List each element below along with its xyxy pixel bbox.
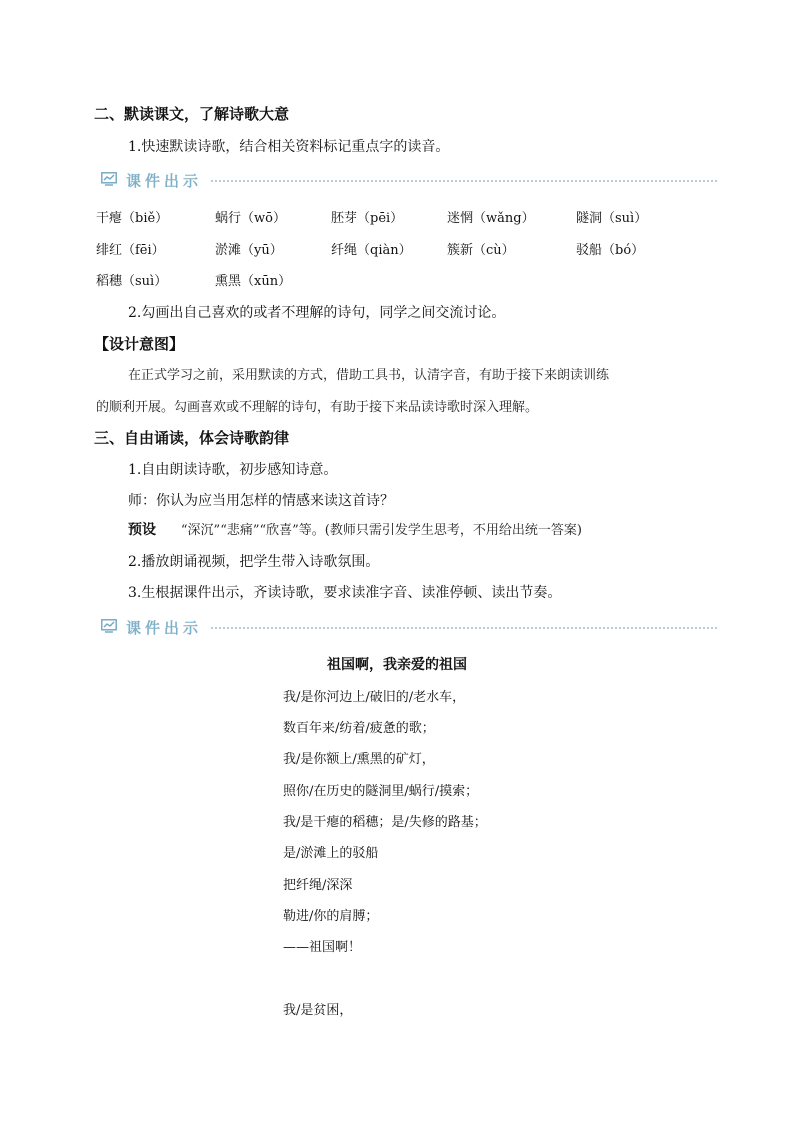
vocab-item: 绯红（fēi）	[96, 243, 165, 258]
vocab-item: 簇新（cù）	[447, 243, 515, 258]
dotted-divider	[211, 180, 717, 182]
design-intent-heading: 【设计意图】	[94, 335, 185, 353]
vocab-item: 胚芽（pēi）	[331, 211, 404, 226]
vocab-item: 蜗行（wō）	[215, 211, 286, 226]
chart-icon	[101, 619, 117, 633]
courseware-banner-1	[101, 170, 717, 190]
poem-line: ——祖国啊！	[283, 940, 362, 955]
vocab-item: 纤绳（qiàn）	[331, 243, 412, 258]
poem-title: 祖国啊，我亲爱的祖国	[327, 657, 467, 673]
vocab-item: 淤滩（yū）	[215, 243, 283, 258]
vocab-item: 迷惘（wǎng）	[447, 211, 535, 226]
poem-line: 我/是干瘪的稻穗；是/失修的路基；	[283, 815, 487, 830]
poem-line: 我/是你额上/熏黑的矿灯，	[283, 752, 435, 767]
design-intent-line: 的顺利开展。勾画喜欢或不理解的诗句，有助于接下来品读诗歌时深入理解。	[96, 400, 539, 415]
courseware-banner-2	[101, 617, 717, 637]
section3-heading: 三、自由诵读，体会诗歌韵律	[94, 429, 290, 447]
poem-line: 照你/在历史的隧洞里/蜗行/摸索；	[283, 784, 479, 799]
section2-step2: 2.勾画出自己喜欢的或者不理解的诗句，同学之间交流讨论。	[128, 305, 506, 321]
poem-line: 我/是你河边上/破旧的/老水车，	[283, 690, 466, 705]
section2-heading: 二、默读课文，了解诗歌大意	[94, 105, 290, 123]
design-intent-line: 在正式学习之前，采用默读的方式，借助工具书，认清字音，有助于接下来朗读训练	[128, 368, 610, 383]
vocab-item: 稻穗（suì）	[96, 274, 168, 289]
poem-line: 勒进/你的肩膊；	[283, 909, 379, 924]
preset-line	[128, 519, 582, 539]
section3-step3: 3.生根据课件出示，齐读诗歌，要求读准字音、读准停顿、读出节奏。	[128, 585, 562, 601]
poem-line: 数百年来/纺着/疲惫的歌；	[283, 721, 435, 736]
preset-label: 预设	[128, 522, 156, 538]
poem-line: 我/是贫困，	[283, 1003, 353, 1018]
vocab-item: 驳船（bó）	[576, 243, 645, 258]
vocab-item: 干瘪（biě）	[96, 211, 169, 226]
dotted-divider	[211, 627, 717, 629]
teacher-question: 师：你认为应当用怎样的情感来读这首诗？	[128, 493, 394, 509]
vocab-item: 熏黑（xūn）	[215, 274, 292, 289]
vocab-item: 隧洞（suì）	[576, 211, 648, 226]
section2-step1: 1.快速默读诗歌，结合相关资料标记重点字的读音。	[128, 139, 450, 155]
poem-line: 是/淤滩上的驳船	[283, 846, 379, 861]
poem-line: 把纤绳/深深	[283, 878, 353, 893]
section3-step2: 2.播放朗诵视频，把学生带入诗歌氛围。	[128, 554, 380, 570]
banner-label: 课件出示	[126, 172, 203, 190]
section3-step1: 1.自由朗读诗歌，初步感知诗意。	[128, 462, 338, 478]
chart-icon	[101, 172, 117, 186]
preset-text: “深沉”“悲痛”“欣喜”等。(教师只需引发学生思考，不用给出统一答案)	[180, 523, 582, 538]
banner-label: 课件出示	[126, 619, 203, 637]
